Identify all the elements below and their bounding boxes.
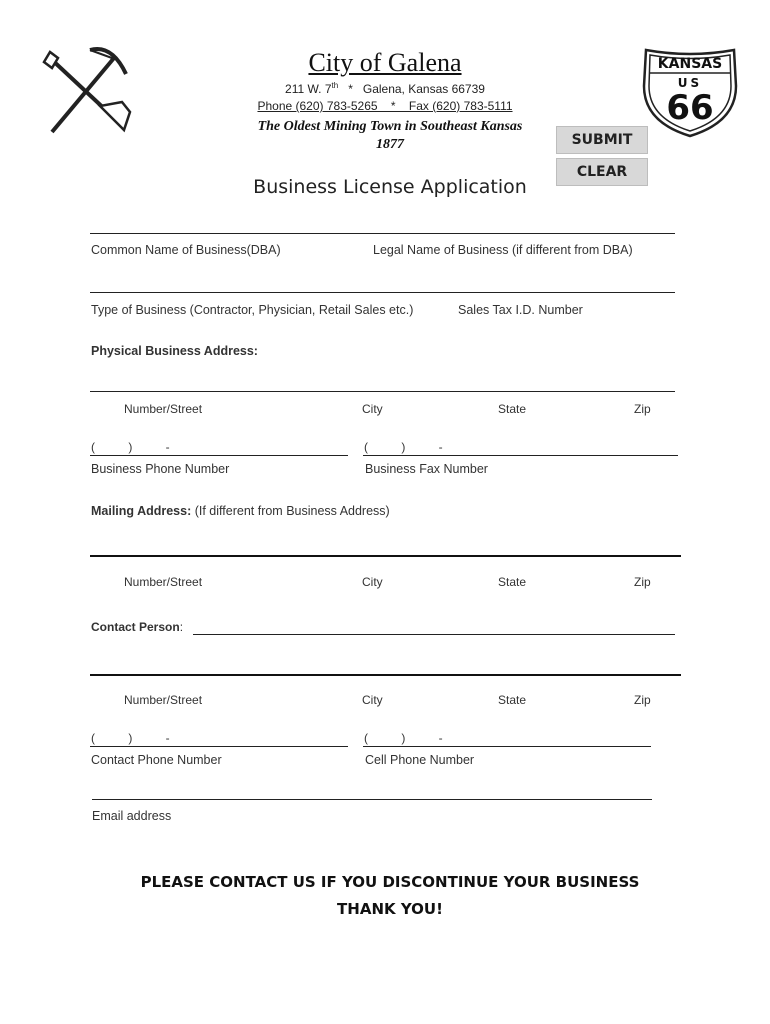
physical-address-heading: Physical Business Address:: [91, 344, 258, 358]
physical-zip-label: Zip: [634, 402, 651, 416]
thank-you-text: THANK YOU!: [337, 900, 443, 918]
business-phone-parens: ( ) -: [91, 440, 170, 454]
physical-city-label: City: [362, 402, 383, 416]
shield-kansas-text: KANSAS: [657, 56, 723, 72]
business-fax-field[interactable]: [363, 455, 678, 456]
email-label: Email address: [92, 809, 172, 823]
submit-button[interactable]: SUBMIT: [556, 126, 648, 154]
email-field[interactable]: [92, 799, 652, 800]
dba-field[interactable]: [90, 233, 675, 234]
mailing-address-field[interactable]: [90, 555, 681, 557]
contact-phone-label: Contact Phone Number: [91, 753, 222, 767]
physical-address-field[interactable]: [90, 391, 675, 392]
discontinue-notice: PLEASE CONTACT US IF YOU DISCONTINUE YOUR BUSINESS: [140, 873, 640, 891]
dba-label: Common Name of Business(DBA): [91, 243, 281, 257]
contact-phone-parens: ( ) -: [91, 731, 170, 745]
contact-address-field[interactable]: [90, 674, 681, 676]
route-66-shield: [640, 46, 740, 138]
city-title: City of Galena: [308, 48, 462, 77]
mailing-street-label: Number/Street: [124, 575, 203, 589]
mailing-city-label: City: [362, 575, 383, 589]
contact-street-label: Number/Street: [124, 693, 203, 707]
shield-66-text: 66: [666, 88, 714, 128]
city-motto: The Oldest Mining Town in Southeast Kansas: [257, 119, 523, 134]
contact-city-label: City: [362, 693, 383, 707]
legal-name-label: Legal Name of Business (if different from DBA): [373, 243, 633, 257]
physical-state-label: State: [498, 402, 527, 416]
cell-phone-parens: ( ) -: [364, 731, 443, 745]
contact-zip-label: Zip: [634, 693, 651, 707]
contact-state-label: State: [498, 693, 527, 707]
sales-tax-label: Sales Tax I.D. Number: [458, 303, 583, 317]
cell-phone-field[interactable]: [363, 746, 651, 747]
contact-phone-field[interactable]: [90, 746, 348, 747]
physical-street-label: Number/Street: [124, 402, 203, 416]
form-heading: Business License Application: [253, 176, 527, 198]
business-fax-parens: ( ) -: [364, 440, 443, 454]
mailing-address-heading: Mailing Address: (If different from Business Address): [91, 504, 390, 518]
business-type-field[interactable]: [90, 292, 675, 293]
contact-person-field[interactable]: [193, 634, 675, 635]
business-type-label: Type of Business (Contractor, Physician, Retail Sales etc.): [91, 303, 414, 317]
clear-button[interactable]: CLEAR: [556, 158, 648, 186]
mailing-zip-label: Zip: [634, 575, 651, 589]
mailing-state-label: State: [498, 575, 527, 589]
phone-fax: Phone (620) 783-5265 * Fax (620) 783-5111: [257, 99, 513, 113]
business-phone-label: Business Phone Number: [91, 462, 230, 476]
city-year: 1877: [376, 137, 404, 152]
contact-person-label: Contact Person:: [91, 620, 184, 634]
city-address: 211 W. 7th * Galena, Kansas 66739: [285, 81, 485, 96]
business-fax-label: Business Fax Number: [365, 462, 488, 476]
cell-phone-label: Cell Phone Number: [365, 753, 475, 767]
shield-us-text: US: [677, 76, 703, 90]
business-phone-field[interactable]: [90, 455, 348, 456]
